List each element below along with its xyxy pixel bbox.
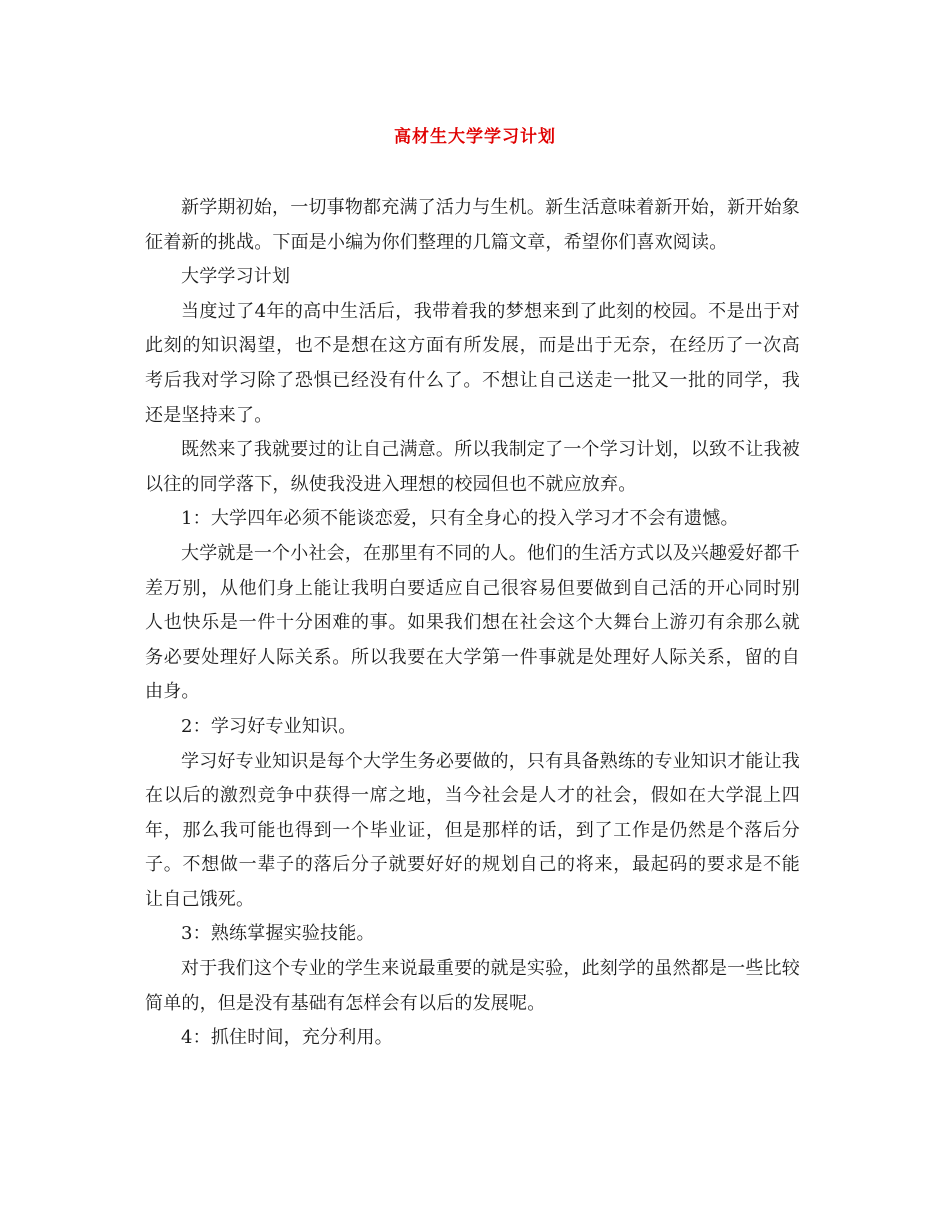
document-title: 高材生大学学习计划 [394,127,556,147]
paragraph-point-3: 3：熟练掌握实验技能。 [181,923,375,945]
paragraph-section-heading: 大学学习计划 [181,266,291,288]
paragraph-resolution: 既然来了我就要过的让自己满意。所以我制定了一个学习计划，以致不让我被以往的同学落下，纵使我没进入理想的校园但也不就应放弃。 [145,439,800,495]
paragraph-point-2-detail: 学习好专业知识是每个大学生务必要做的，只有具备熟练的专业知识才能让我在以后的激烈竞争中获得一席之地，当今社会是人才的社会，假如在大学混上四年，那么我可能也得到一个毕业证，但是那样的话，到了工作是仍然是个落后分子。不想做一辈子的落后分子就要好好的规划自己的将来，最起码的要求是不能让自己饿死。 [145,750,800,910]
document-body [145,191,800,1056]
paragraph-point-3-detail: 对于我们这个专业的学生来说最重要的就是实验，此刻学的虽然都是一些比较简单的，但是没有基础有怎样会有以后的发展呢。 [145,958,800,1014]
paragraph-intro: 新学期初始，一切事物都充满了活力与生机。新生活意味着新开始，新开始象征着新的挑战。下面是小编为你们整理的几篇文章，希望你们喜欢阅读。 [145,197,800,253]
paragraph-background: 当度过了4年的高中生活后，我带着我的梦想来到了此刻的校园。不是出于对此刻的知识渴望，也不是想在这方面有所发展，而是出于无奈，在经历了一次高考后我对学习除了恐惧已经没有什么了。不想让自己送走一批又一批的同学，我还是坚持来了。 [145,300,800,426]
paragraph-point-1: 1：大学四年必须不能谈恋爱，只有全身心的投入学习才不会有遗憾。 [181,508,739,530]
paragraph-point-4: 4：抓住时间，充分利用。 [181,1027,393,1049]
paragraph-point-1-detail: 大学就是一个小社会，在那里有不同的人。他们的生活方式以及兴趣爱好都千差万别，从他们身上能让我明白要适应自己很容易但要做到自己活的开心同时别人也快乐是一件十分困难的事。如果我们想在社会这个大舞台上游刃有余那么就务必要处理好人际关系。所以我要在大学第一件事就是处理好人际关系，留的自由身。 [145,542,800,703]
paragraph-point-2: 2：学习好专业知识。 [181,715,357,737]
